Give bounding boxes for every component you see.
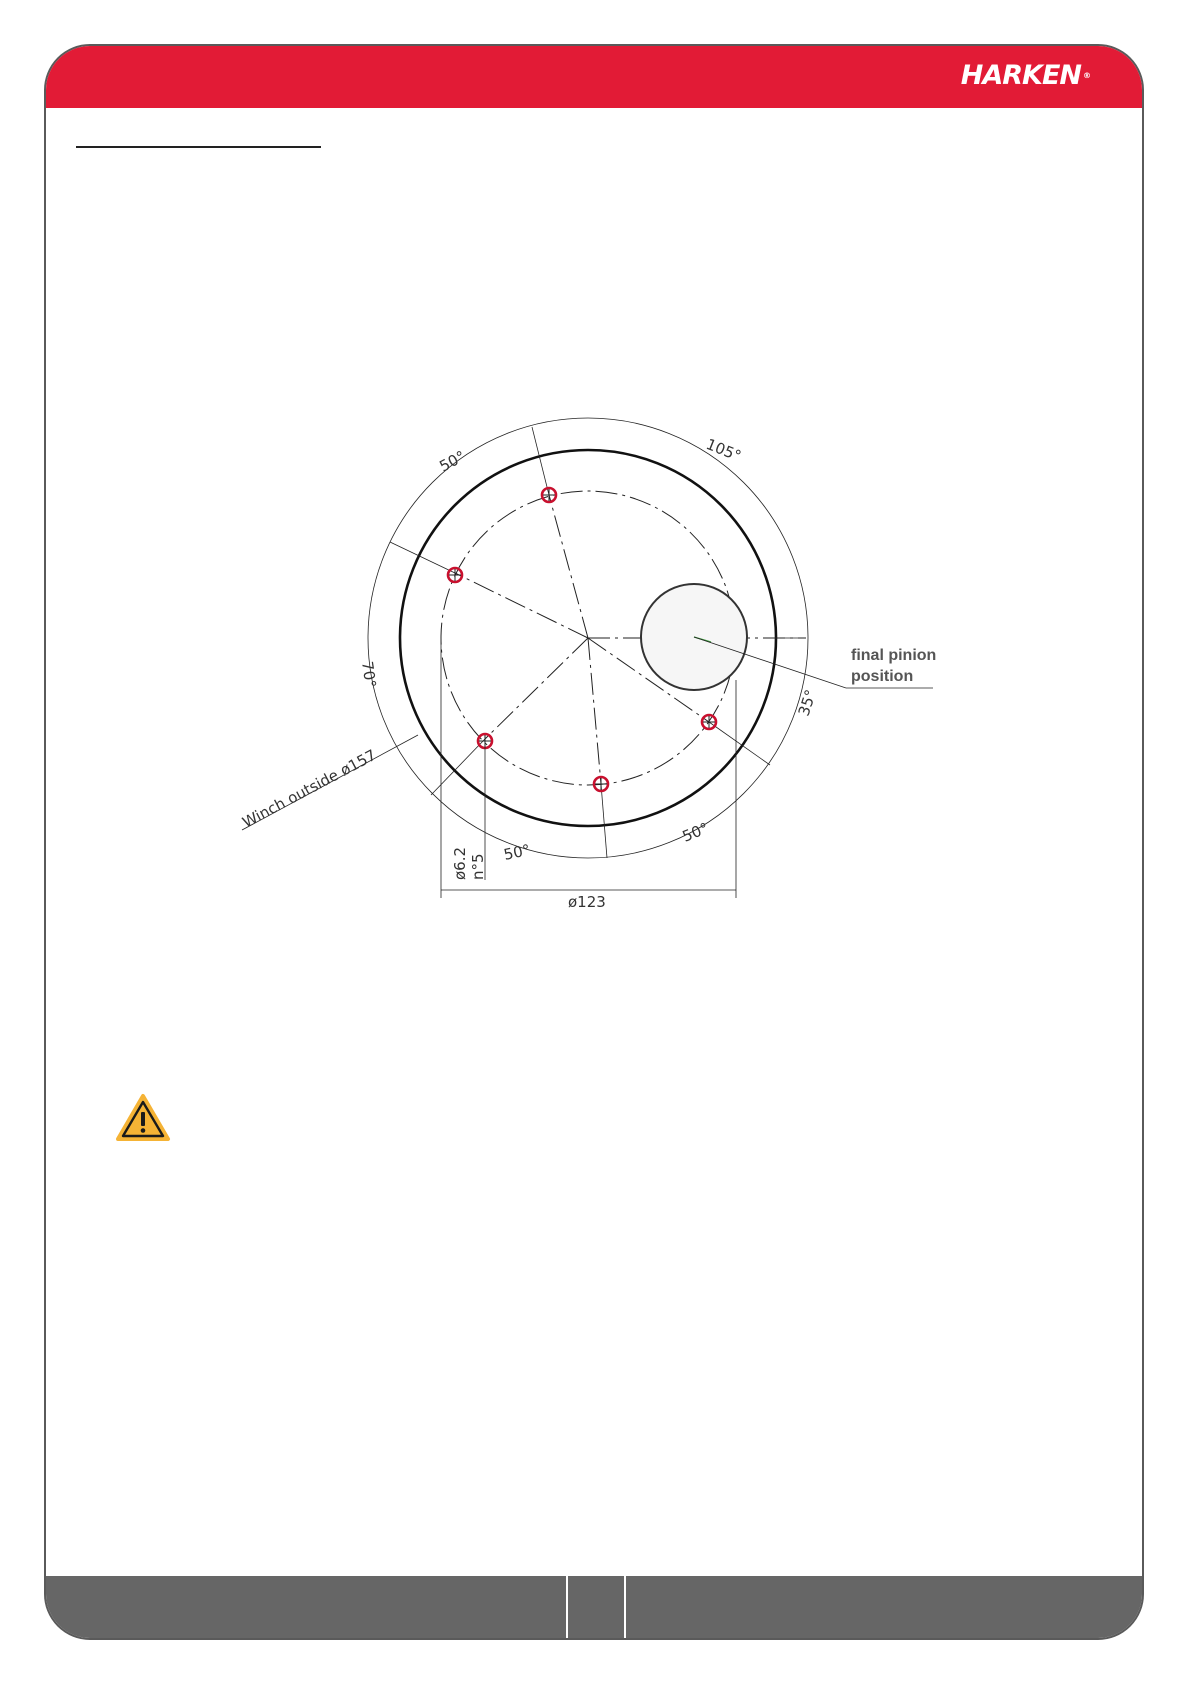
pinion-label-line1: final pinion bbox=[851, 647, 937, 664]
angle-label: 70° bbox=[358, 660, 380, 689]
center-line bbox=[484, 638, 588, 740]
pinion-label-line2: position bbox=[851, 668, 914, 685]
center-line bbox=[588, 638, 601, 784]
center-line bbox=[455, 573, 588, 638]
angle-label: 50° bbox=[502, 840, 532, 864]
winch-outside-label: Winch outside ø157 bbox=[239, 745, 380, 832]
mounting-hole bbox=[702, 715, 716, 729]
warning-triangle-icon bbox=[115, 1093, 171, 1143]
angle-label: 105° bbox=[703, 435, 744, 466]
hole-count-label: n°5 bbox=[469, 853, 487, 880]
harken-logo: HARKEN ® bbox=[960, 60, 1090, 91]
angle-label: 35° bbox=[794, 687, 821, 719]
extension-line bbox=[709, 722, 770, 765]
extension-line bbox=[431, 740, 484, 795]
extension-line bbox=[532, 427, 549, 495]
mounting-hole bbox=[448, 568, 462, 582]
bolt-circle-dimension: ø123 bbox=[568, 893, 606, 911]
angle-label: 50° bbox=[436, 447, 469, 476]
extension-line bbox=[601, 784, 607, 858]
mounting-hole bbox=[542, 488, 556, 502]
mounting-hole bbox=[594, 777, 608, 791]
center-line bbox=[549, 495, 588, 638]
angle-label: 50° bbox=[679, 819, 712, 846]
hole-size-label: ø6.2 bbox=[451, 846, 469, 880]
